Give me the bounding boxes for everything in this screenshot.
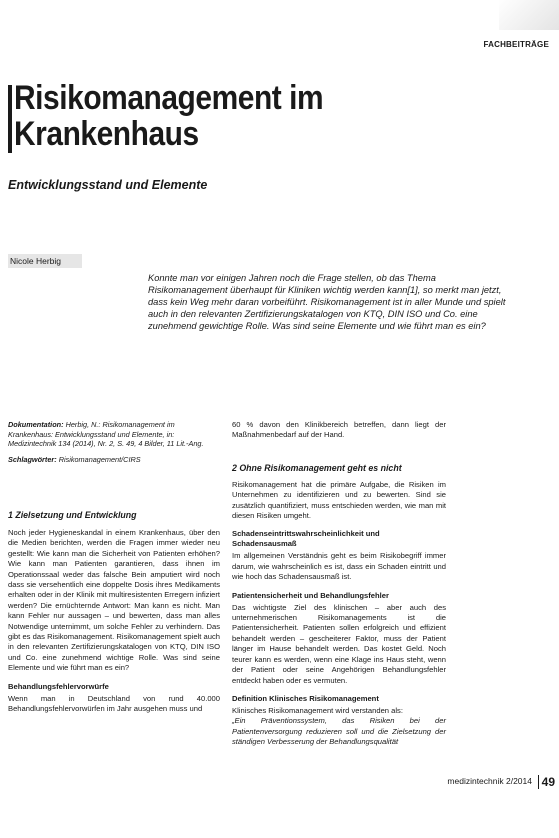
- paragraph-patientensicherheit: Das wichtigste Ziel des klinischen – aber auch des unternehmerischen Risikomanagements ist die Patientensicherheit. Patienten sollen erfolgreich und effizient behandelt werden – gescheiterer Faktor, muss der Patient länger im Hause behandelt werden. Das kostet Geld. Noch teurer kann es werden, wenn eine Klage ins Haus steht, wenn der Patient oder seine Angehörigen Behandlungsfehler entdeckt haben oder es vermuten.: [232, 602, 446, 685]
- page-number: 49: [538, 775, 555, 789]
- article-title: [14, 80, 323, 152]
- heading-ohne-risikomanagement: 2 Ohne Risikomanagement geht es nicht: [232, 462, 402, 473]
- right-column: [232, 420, 446, 748]
- paragraph-behandlungsfehlervorwuerfe: Wenn man in Deutschland von rund 40.000 Behandlungsfehlervorwürfen im Jahr ausgehen muss und: [8, 693, 220, 714]
- left-column: [8, 420, 220, 715]
- lead-paragraph: Konnte man vor einigen Jahren noch die Frage stellen, ob das Thema Risikomanagement überhaupt für Kliniken wichtig werden kann[1], so merkt man jetzt, dass kein Weg mehr daran vorbeiführt. Risikomanagement ist in aller Munde und spielt auch in den relevanten Zertifizierungskatalogen von KTQ, DIN ISO und Co. eine zunehmend gewichtige Rolle. Was sind seine Elemente und wie führt man es ein?: [148, 273, 506, 331]
- paragraph-continuation: 60 % davon den Klinikbereich betreffen, dann liegt der Maßnahmenbedarf auf der Hand.: [232, 420, 446, 440]
- title-line-1: Risikomanagement im: [14, 79, 324, 117]
- title-rule: [8, 85, 12, 153]
- heading-schadenseintritt: Schadenseintrittswahrscheinlichkeit und Schadensausmaß: [232, 529, 380, 549]
- paragraph-schadenseintritt: Im allgemeinen Verständnis geht es beim Risikobegriff immer darum, wie wahrscheinlich es ist, dass ein Schaden eintritt und wie hoch das Schadensausmaß ist.: [232, 551, 446, 582]
- heading-behandlungsfehlervorwuerfe: Behandlungsfehlervorwürfe: [8, 681, 109, 691]
- documentation-label: Dokumentation:: [8, 420, 64, 429]
- section-label: FACHBEITRÄGE: [483, 40, 549, 49]
- paragraph-zielsetzung: Noch jeder Hygieneskandal in einem Krankenhaus, über den die Medien berichten, werden die Fragen immer wieder neu gestellt: Wie kann man die Sicherheit von Patienten erhöhen? Wie kann man Patienten garantieren, dass ihnen im Operationssaal weder das falsche Bein amputiert wird noch dass sie versehentlich eine doppelte Dosis ihres Medikaments erhalten oder in der Klinik mit multiresistenten Erregern infiziert werden? Die ernüchternde Antwort: Man kann es nicht. Man kann Fehler nur aussagen – und bewerten, dass man alles Notwendige unternimmt, um solche Fehler zu verhindern. Das gibt es das Risikomanagement. Risikomanagement spielt auch in den relevanten Zertifizierungskatalogen von KTQ, DIN ISO und Co. eine zunehmend wichtige Rolle. Was sind seine Elemente und wie führt man es ein?: [8, 528, 220, 673]
- heading-definition: Definition Klinisches Risikomanagement: [232, 693, 379, 703]
- author-name: Nicole Herbig: [8, 254, 82, 268]
- paragraph-ohne-risikomanagement: Risikomanagement hat die primäre Aufgabe, die Risiken im Unternehmen zu identifizieren und zu bewerten. Sind sie zusätzlich quantifiziert, muss entschieden werden, wie man mit diesen Risiken umgeht.: [232, 479, 446, 521]
- article-subtitle: Entwicklungsstand und Elemente: [8, 178, 208, 192]
- journal-footer: medizintechnik 2/2014: [447, 776, 532, 786]
- keywords-note: [8, 455, 220, 465]
- documentation-note: [8, 420, 220, 449]
- title-line-2: Krankenhaus: [14, 115, 199, 153]
- corner-shade: [499, 0, 559, 30]
- heading-patientensicherheit: Patientensicherheit und Behandlungsfehler: [232, 590, 389, 600]
- keywords-label: Schlagwörter:: [8, 454, 57, 464]
- heading-zielsetzung: 1 Zielsetzung und Entwicklung: [8, 510, 137, 520]
- keywords-text: Risikomanagement/CIRS: [58, 454, 141, 464]
- paragraph-definition-intro: Klinisches Risikomanagement wird verstanden als:: [232, 705, 403, 715]
- documentation-text: Herbig, N.: Risikomanagement im Krankenhaus: Entwicklungsstand und Elemente, in: Medizintechnik 134 (2014), Nr. 2, S. 49, 4 Bilder, 11 Lit.-Ang.: [8, 420, 204, 448]
- paragraph-definition-quote: „Ein Präventionssystem, das Risiken bei der Patientenversorgung reduzieren soll und die Zielsetzung der ständigen Verbesserung der Behandlungsqualität: [232, 716, 446, 747]
